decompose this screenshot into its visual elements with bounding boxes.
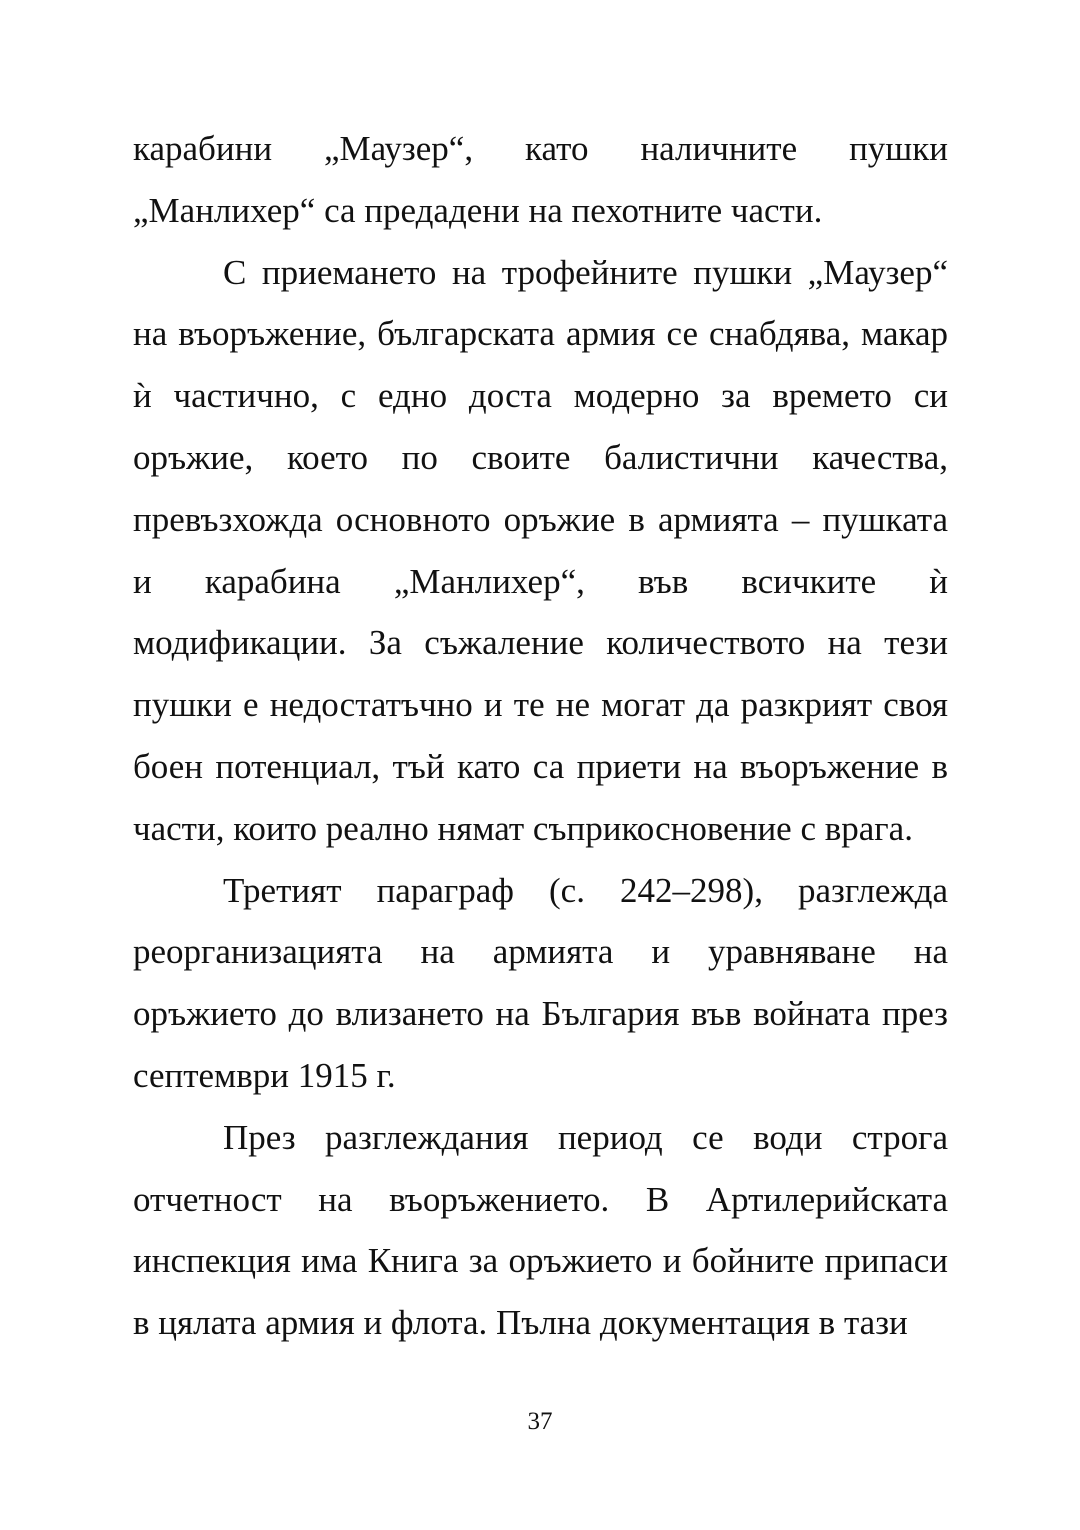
paragraph-continuation: карабини „Маузер“, като наличните пушки „Манлихер“ са предадени на пехотните части. [133, 129, 948, 230]
paragraph-third-section: Третият параграф (с. 242–298), разглежда реорганизацията на армията и уравняване на оръжието до влизането на България във войната през септември 1915 г. [133, 870, 948, 1095]
page-body [133, 118, 948, 1354]
paragraph-mauser-adoption: С приемането на трофейните пушки „Маузер“ на въоръжение, българската армия се снабдява, макар ѝ частично, с едно доста модерно за времето си оръжие, което по своите балистични качества, превъзхожда основното оръжие в армията – пушката и карабина „Манлихер“, във всичките ѝ модификации. За съжаление количеството на тези пушки е недостатъчно и те не могат да разкрият своя боен потенциал, тъй като са приети на въоръжение в части, които реално нямат съприкосновение с врага. [133, 252, 948, 848]
page-number: 37 [527, 1408, 553, 1435]
paragraph-armament-accounting: През разглеждания период се води строга отчетност на въоръжението. В Артилерийската инспекция има Книга за оръжието и бойните припаси в цялата армия и флота. Пълна документация в тази [133, 1117, 948, 1343]
